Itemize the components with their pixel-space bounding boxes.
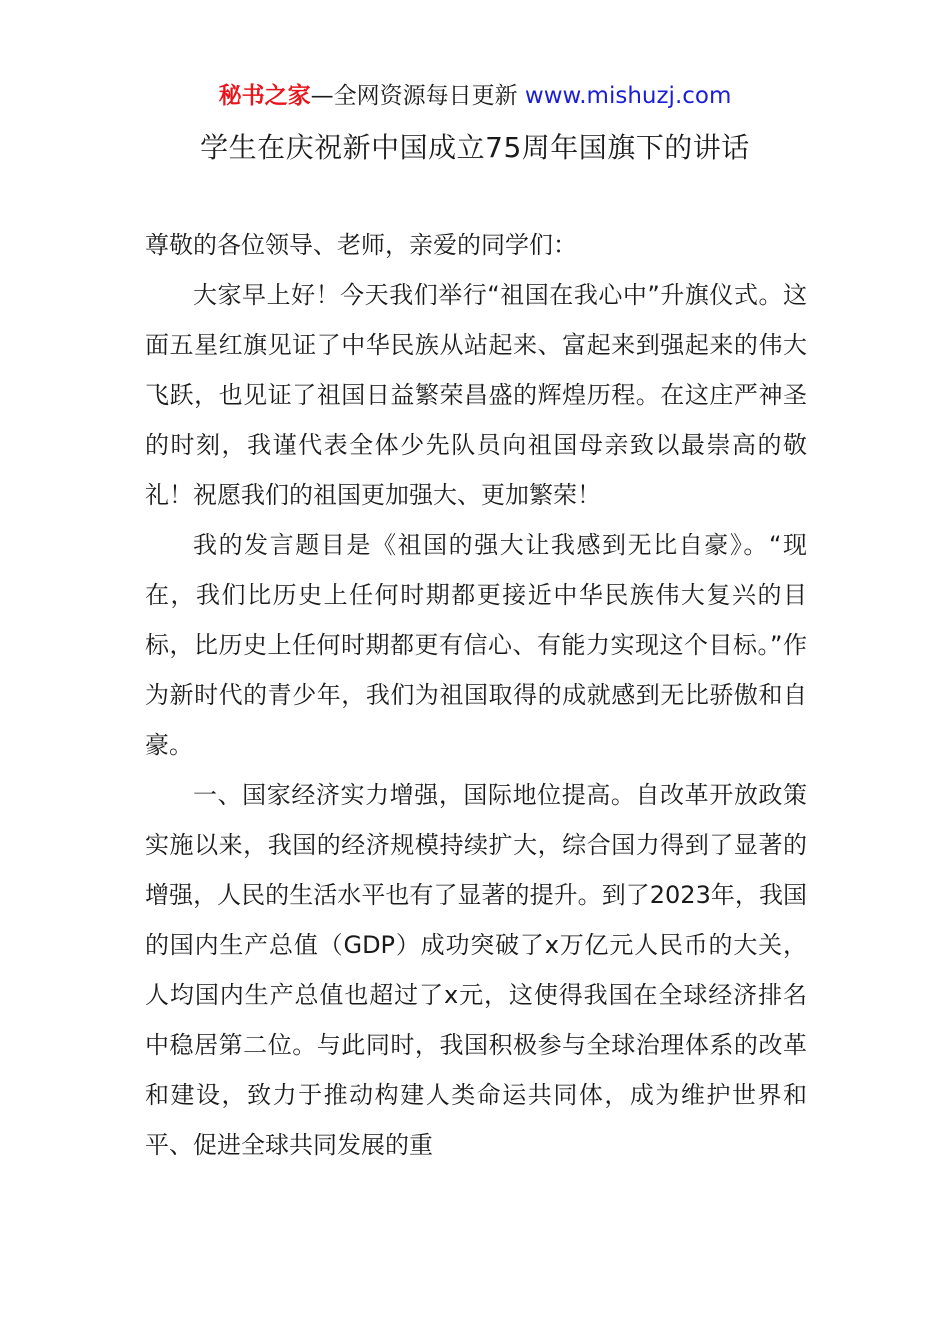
site-url-link[interactable]: www.mishuzj.com bbox=[524, 83, 732, 109]
paragraph-topic: 我的发言题目是《祖国的强大让我感到无比自豪》。“现在，我们比历史上任何时期都更接近中华民族伟大复兴的目标，比历史上任何时期都更有信心、有能力实现这个目标。”作为新时代的青少年，我们为祖国取得的成就感到无比骄傲和自豪。 bbox=[145, 531, 807, 759]
paragraph-greeting: 大家早上好！今天我们举行“祖国在我心中”升旗仪式。这面五星红旗见证了中华民族从站起来、富起来到强起来的伟大飞跃，也见证了祖国日益繁荣昌盛的辉煌历程。在这庄严神圣的时刻，我谨代表全体少先队员向祖国母亲致以最崇高的敬礼！祝愿我们的祖国更加强大、更加繁荣！ bbox=[145, 281, 807, 509]
site-tagline: —全网资源每日更新 bbox=[310, 83, 525, 109]
salutation: 尊敬的各位领导、老师，亲爱的同学们： bbox=[145, 231, 577, 259]
document-title: 学生在庆祝新中国成立75周年国旗下的讲话 bbox=[200, 131, 750, 164]
site-brand: 秘书之家 bbox=[218, 83, 311, 109]
document-body bbox=[145, 220, 807, 1170]
site-header bbox=[0, 80, 950, 112]
paragraph-economy: 一、国家经济实力增强，国际地位提高。自改革开放政策实施以来，我国的经济规模持续扩大，综合国力得到了显著的增强，人民的生活水平也有了显著的提升。到了2023年，我国的国内生产总值（GDP）成功突破了x万亿元人民币的大关，人均国内生产总值也超过了x元，这使得我国在全球经济排名中稳居第二位。与此同时，我国积极参与全球治理体系的改革和建设，致力于推动构建人类命运共同体，成为维护世界和平、促进全球共同发展的重 bbox=[145, 781, 807, 1159]
